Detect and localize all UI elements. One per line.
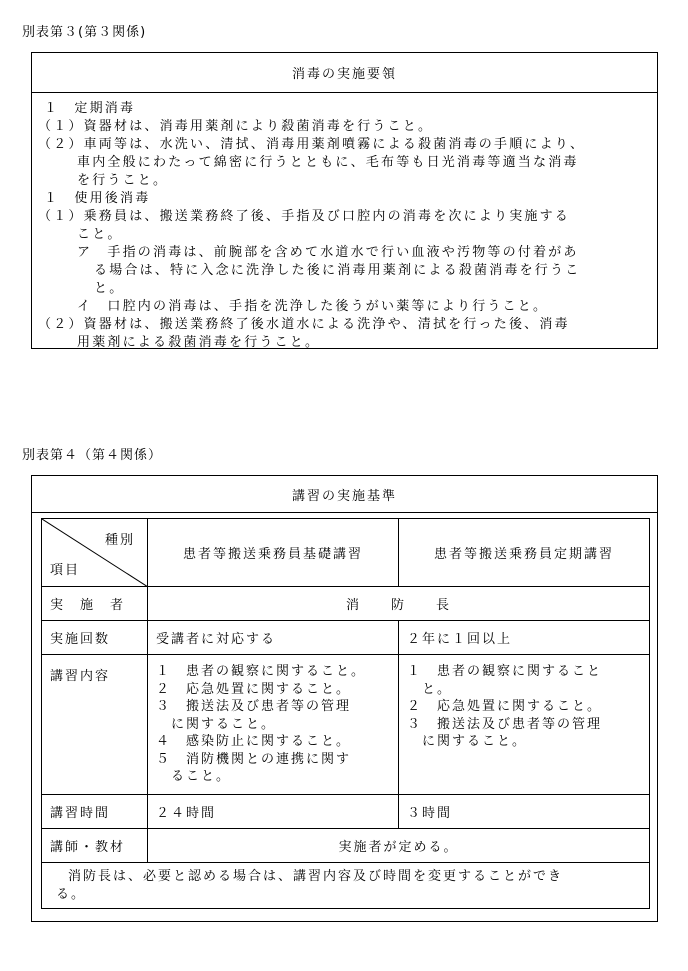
table3-title: 消毒の実施要領 [32,53,657,93]
table-row [42,829,650,863]
row-label-count: 実施回数 [42,621,148,655]
table3-line: （２）資器材は、搬送業務終了後水道水による洗浄や、清拭を行った後、消毒 [38,317,570,332]
content-regular-line: ３ 搬送法及び患者等の管理 [407,716,603,732]
content-regular [399,655,650,795]
content-basic-line: ること。 [156,769,232,784]
table3-caption: 別表第３(第３関係) [22,25,147,40]
content-basic-line: ５ 消防機関との連携に関す [156,751,352,767]
table3-line: １ 使用後消毒 [44,191,151,206]
footnote-line: 消防長は、必要と認める場合は、講習内容及び時間を変更することができ [68,869,564,884]
count-regular: ２年に１回以上 [399,621,650,655]
hours-regular: ３時間 [399,795,650,829]
table3-line: 車内全般にわたって綿密に行うとともに、毛布等も日光消毒等適当な消毒 [77,155,579,170]
content-basic-line: ２ 応急処置に関すること。 [156,681,352,697]
footnote-row [42,863,650,909]
row-label-hours: 講習時間 [42,795,148,829]
table3-line: と。 [94,281,125,296]
table-row [42,621,650,655]
row-label-instructor: 講師・教材 [42,829,148,863]
training-table [41,518,650,909]
table3-line: る場合は、特に入念に洗浄した後に消毒用薬剤による殺菌消毒を行うこ [94,263,581,278]
content-regular-line: ２ 応急処置に関すること。 [407,699,603,714]
diagonal-header-cell [42,519,148,587]
table3-box [31,52,658,349]
table4-box [31,475,658,922]
table4-title: 講習の実施基準 [32,476,657,513]
content-regular-line: に関すること。 [407,734,528,749]
content-basic-line: ３ 搬送法及び患者等の管理 [156,699,352,714]
table3-line: ア 手指の消毒は、前腕部を含めて水道水で行い血液や汚物等の付着があ [77,245,579,260]
table-row [42,655,650,795]
content-basic [148,655,399,795]
implementer-value: 消 防 長 [148,587,650,621]
content-regular-line: と。 [407,681,453,697]
header-kind-label: 種別 [104,533,135,548]
content-basic-line: ４ 感染防止に関すること。 [156,734,352,749]
row-label-implementer: 実 施 者 [42,587,148,621]
table-header-row [42,519,650,587]
table3-line: （２）車両等は、水洗い、清拭、消毒用薬剤噴霧による殺菌消毒の手順により、 [38,137,586,152]
table3-line: こと。 [77,227,123,242]
footnote-line: る。 [56,886,87,902]
table3-line: １ 定期消毒 [44,101,136,116]
table3-line: イ 口腔内の消毒は、手指を洗浄した後うがい薬等により行うこと。 [77,299,549,314]
content-basic-line: １ 患者の観察に関すること。 [156,664,367,679]
table3-line: （１）乗務員は、搬送業務終了後、手指及び口腔内の消毒を次により実施する [38,209,571,224]
header-basic-course: 患者等搬送乗務員基礎講習 [148,519,399,587]
content-basic-line: に関すること。 [156,716,277,732]
table4-caption: 別表第４（第４関係） [22,448,163,463]
footnote-cell [42,863,650,909]
header-regular-course: 患者等搬送乗務員定期講習 [399,519,650,587]
row-label-content: 講習内容 [42,655,148,795]
content-regular-line: １ 患者の観察に関すること [407,664,603,679]
instructor-value: 実施者が定める。 [148,829,650,863]
table-row [42,795,650,829]
table3-line: （１）資器材は、消毒用薬剤により殺菌消毒を行うこと。 [38,119,434,134]
count-basic: 受講者に対応する [148,621,399,655]
table3-line: を行うこと。 [77,173,169,188]
table3-line: 用薬剤による殺菌消毒を行うこと。 [77,335,321,350]
table-row [42,587,650,621]
hours-basic: ２４時間 [148,795,399,829]
header-item-label: 項目 [50,563,81,578]
